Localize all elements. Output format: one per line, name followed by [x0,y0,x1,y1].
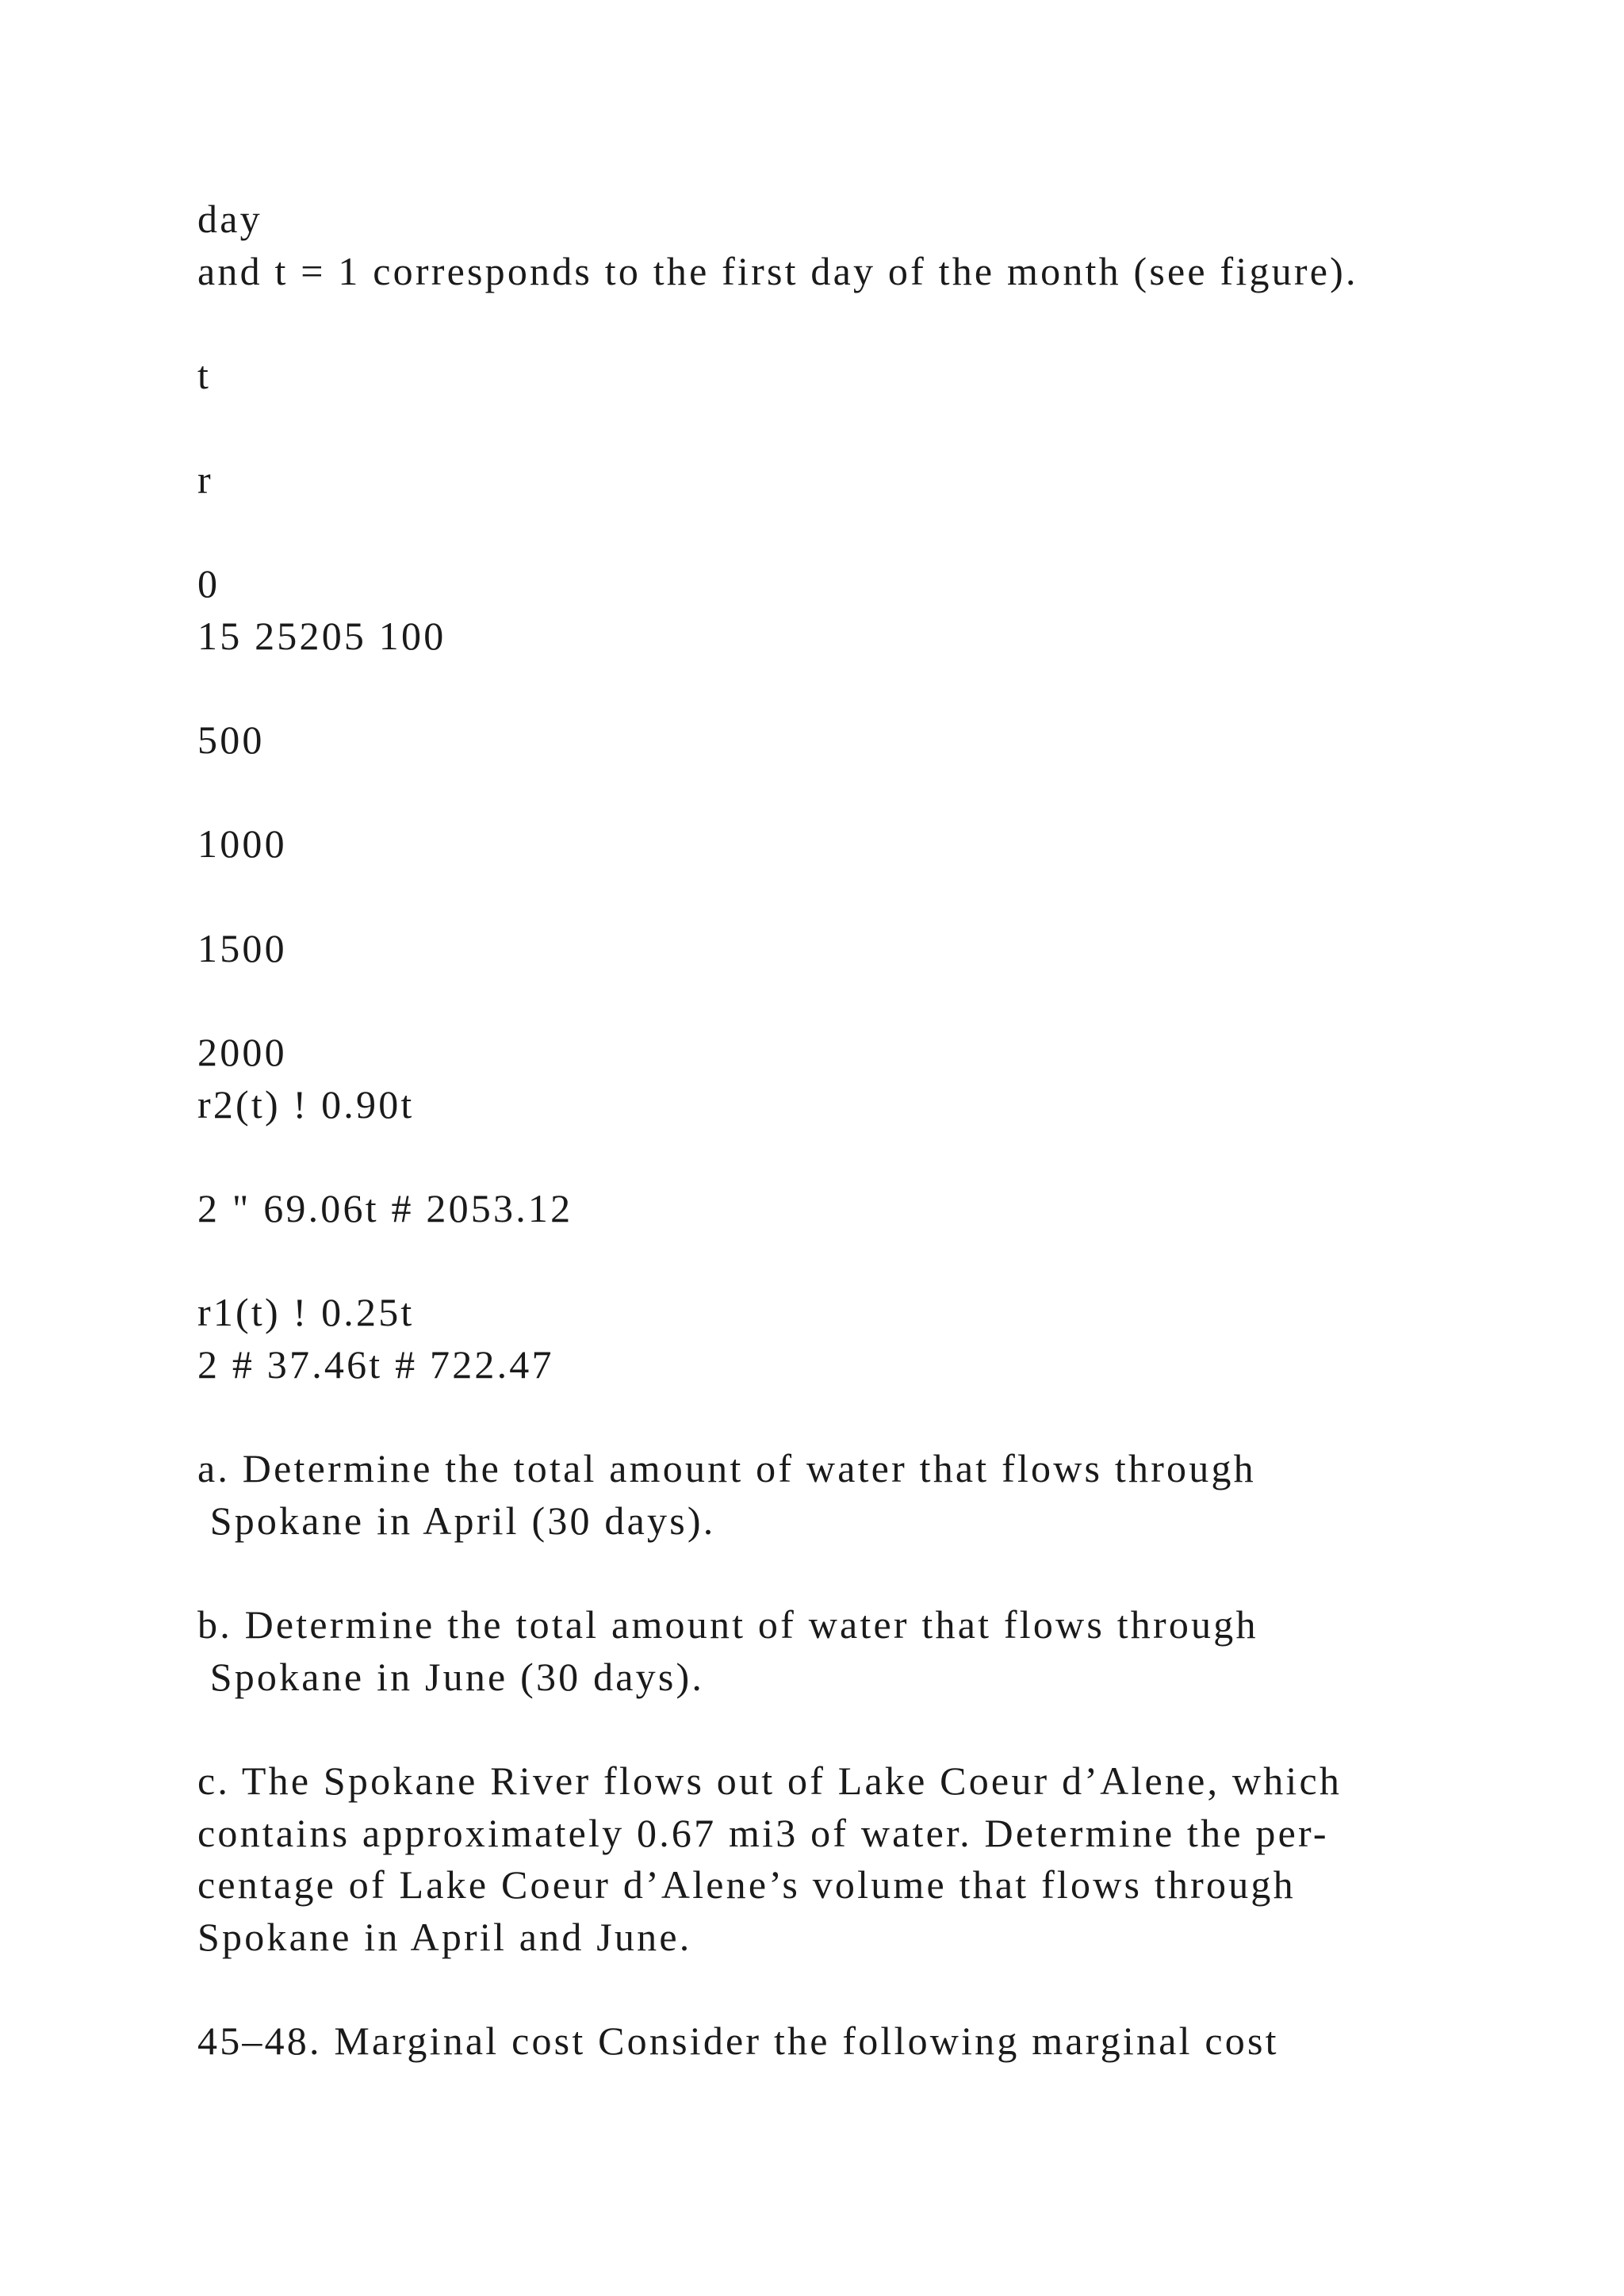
question-a-line2: Spokane in April (30 days). [197,1498,716,1543]
question-c-line2: contains approximately 0.67 mi3 of water. Determine the per- [197,1811,1329,1855]
text-line-day: day [197,197,262,241]
question-a-line1: a. Determine the total amount of water that flows through [197,1446,1256,1490]
question-c-line3: centage of Lake Coeur d’Alene’s volume that flows through [197,1862,1296,1907]
question-b-line1: b. Determine the total amount of water that flows through [197,1602,1258,1647]
figure-label-t: t [197,353,212,397]
question-c-line4: Spokane in April and June. [197,1915,692,1959]
formula-r2-line1: r2(t) ! 0.90t [197,1082,415,1127]
text-line-t-definition: and t = 1 corresponds to the first day of the month (see figure). [197,249,1358,293]
figure-tick-0: 0 [197,561,220,606]
figure-tick-1000: 1000 [197,821,287,866]
formula-r1-line2: 2 # 37.46t # 722.47 [197,1342,554,1387]
figure-tick-2000: 2000 [197,1030,287,1074]
figure-label-r: r [197,457,213,502]
formula-r2-line2: 2 " 69.06t # 2053.12 [197,1186,573,1230]
question-b-line2: Spokane in June (30 days). [197,1655,705,1699]
figure-x-ticks: 15 25205 100 [197,614,446,658]
question-c-line1: c. The Spokane River flows out of Lake Coeur d’Alene, which [197,1758,1342,1803]
figure-tick-1500: 1500 [197,926,287,970]
section-heading-marginal-cost: 45–48. Marginal cost Consider the following marginal cost [197,2019,1279,2063]
figure-tick-500: 500 [197,718,265,762]
formula-r1-line1: r1(t) ! 0.25t [197,1290,415,1334]
